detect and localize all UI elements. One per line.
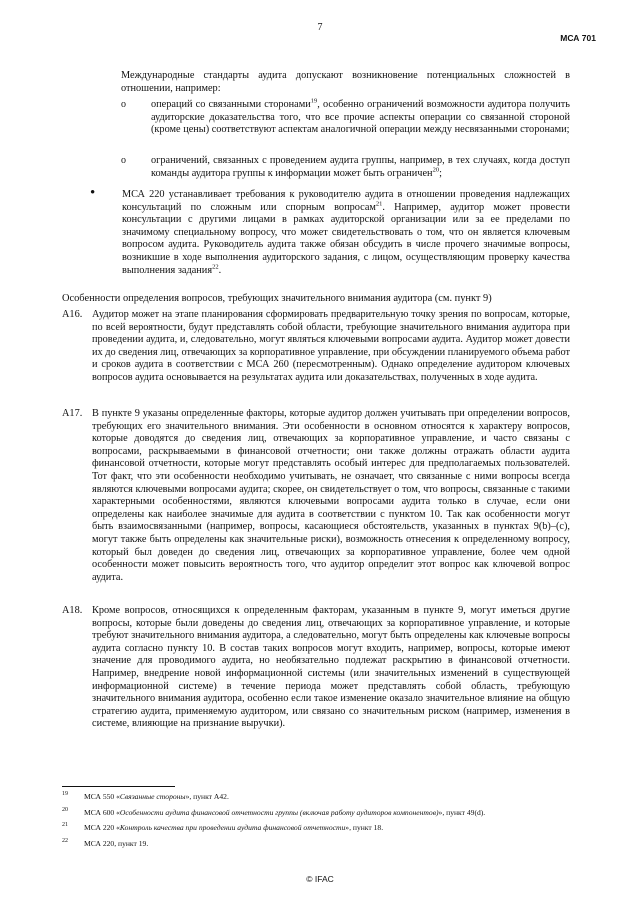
paragraph-a18	[62, 605, 570, 731]
footnote-number: 22	[62, 837, 68, 844]
paragraph-text: Кроме вопросов, относящихся к определенным факторам, указанным в пункте 9, могут иметься другие вопросы, которые были доведены до сведения лиц, отвечающих за корпоративное управление, и которые требуют значительного внимания аудитора, а следовательно, могут быть определены как ключевые вопросы аудита согласно пункту 10. В состав таких вопросов могут входить, например, вопросы, которые имеют значение для проводимого аудита, но необязательно подлежат раскрытию в финансовой отчетности. Например, внедрение новой информационной системы (или значительных изменений в существующей информационной системе) в течение периода может представлять собой область, требующую значительного внимания аудитора, особенно если такое изменение оказало значительное влияние на общую стратегию аудита, применяемую аудитором, или связано со значительным риском (например, изменения в системе, влияющие на признание выручки).	[92, 605, 570, 730]
bullet-item	[90, 185, 570, 277]
footnote-text: МСА 220, пункт 19.	[84, 838, 149, 848]
bullet-icon: •	[90, 185, 96, 201]
footnote-ref[interactable]: 21	[375, 200, 383, 208]
footnote-text: МСА 220 «Контроль качества при проведении аудита финансовой отчетности», пункт 18.	[84, 823, 384, 832]
standard-code: МСА 701	[560, 33, 596, 43]
footnote-ref[interactable]: 19	[310, 97, 318, 105]
footnote	[62, 792, 570, 801]
section-heading: Особенности определения вопросов, требующих значительного внимания аудитора (см. пункт 9)	[62, 293, 492, 304]
footnote-text: МСА 600 «Особенности аудита финансовой отчетности группы (включая работу аудиторов компонентов)», пункт 49(d).	[84, 807, 486, 817]
footnote-number: 21	[62, 822, 68, 828]
paragraph-a17	[62, 408, 570, 584]
paragraph-label: A16.	[62, 309, 83, 320]
sub-list-item	[121, 155, 570, 180]
sub-item-text: операций со связанными сторонами$^{19}$, особенно ограничений возможности аудитора получить аудиторские доказательства того, что все прочие аспекты операции со связанной стороной (кроме цены) соответствуют аспектам аналогичной операции между несвязанными сторонами;	[151, 97, 570, 136]
paragraph-a16	[62, 309, 570, 385]
paragraph-text: Аудитор может на этапе планирования сформировать предварительную точку зрения по вопросам, которые, по всей вероятности, будут представлять собой области, требующие значительного внимания аудитора при проведении аудита, и, следовательно, могут являться ключевыми вопросами аудита. Аудитор может довести их до сведения лиц, отвечающих за корпоративное управление, при обсуждении планируемого объема работ и сроков аудита в соответствии с МСА 260 (пересмотренным). Однако определение аудитором ключевых вопросов аудита основывается на результатах аудита или доказательствах, полученных в ходе аудита.	[92, 309, 571, 383]
circle-bullet-icon: o	[121, 155, 126, 166]
bullet-text: МСА 220 устанавливает требования к руководителю аудита в отношении проведения надлежащих консультаций по сложным или спорным вопросам$^{21}$. Например, аудитор может провести консультации с другими лицами в рамках аудиторской организации или за ее пределами по значимому специальному вопросу, что может свидетельствовать о том, что он является ключевым вопросом аудита. Руководитель аудита также обязан обсудить в числе прочего значимые вопросы, возникшие в ходе выполнения аудиторского задания, с лицом, осуществляющим проверку качества выполнения задания$^{22}$.	[122, 189, 570, 276]
footnote-divider	[62, 786, 175, 787]
footnote	[62, 823, 570, 832]
footnote	[62, 839, 570, 848]
sub-item-text: ограничений, связанных с проведением аудита группы, например, в тех случаях, когда доступ команды аудитора группы к информации может быть ограничен$^{20}$;	[151, 155, 570, 179]
page-number: 7	[317, 22, 323, 33]
footnote-ref[interactable]: 22	[212, 263, 219, 271]
circle-bullet-icon: o	[121, 99, 126, 110]
paragraph-label: A18.	[62, 605, 83, 616]
copyright-footer: © IFAC	[306, 874, 334, 884]
footnotes	[62, 792, 570, 854]
footnote-ref[interactable]: 20	[432, 166, 440, 174]
paragraph-text: В пункте 9 указаны определенные факторы, которые аудитор должен учитывать при определении вопросов, требующих его значительного внимания. Эти особенности в основном относятся к характеру вопросов, которые доводятся до сведения лиц, отвечающих за корпоративное управление, и часто связаны с вопросами, раскрываемыми в финансовой отчетности; они также должны отражать области аудита финансовой отчетности, которые могут представлять особый интерес для предполагаемых пользователей. Тот факт, что эти особенности необходимо учитывать, не означает, что связанные с ними вопросы всегда являются ключевыми вопросами аудита; скорее, он свидетельствует о том, что вопросы, связанные с такими характерными особенностями, являются ключевыми вопросами аудита только в случае, если они определены как наиболее значимые для аудита в соответствии с пунктом 10. Так как особенности могут быть взаимосвязанными (например, вопросы, касающиеся обстоятельств, указанных в пунктах 9(b)–(c), могут также быть определены как значительные риски), возможность отнесения к определенному вопросу, который был доведен до сведения лиц, отвечающих за корпоративное управление, более чем одной особенности может повысить вероятность того, что аудитор определит этот вопрос как ключевой вопрос аудита.	[92, 408, 570, 583]
footnote-number: 20	[62, 806, 68, 813]
footnote-number: 19	[62, 791, 68, 797]
intro-paragraph: Международные стандарты аудита допускают возникновение потенциальных сложностей в отношении, например:	[121, 70, 570, 94]
sub-list-item	[121, 99, 570, 137]
paragraph-label: A17.	[62, 408, 83, 419]
footnote	[62, 808, 570, 817]
footnote-text: МСА 550 «Связанные стороны», пункт A42.	[84, 792, 229, 801]
